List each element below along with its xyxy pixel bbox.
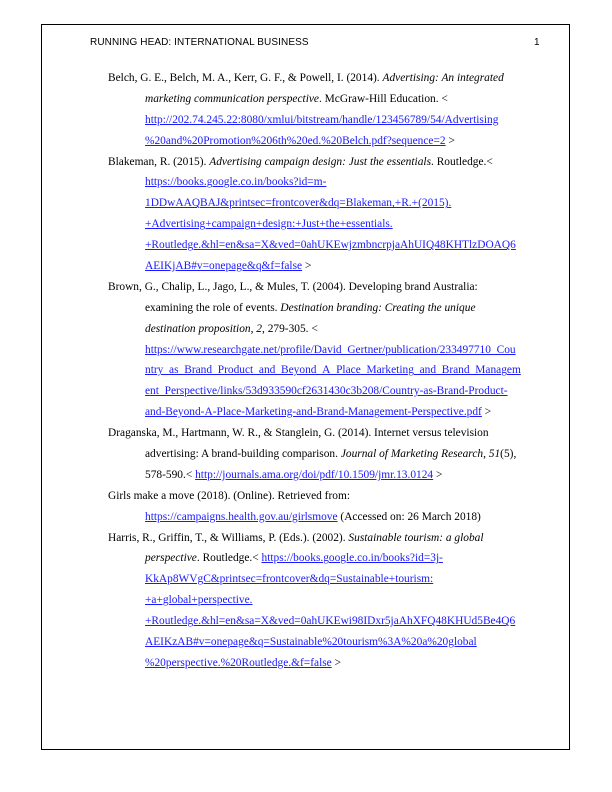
- reference-link[interactable]: https://books.google.co.in/books?id=m-: [145, 176, 327, 189]
- reference-link[interactable]: https://www.researchgate.net/profile/David_Gertner/publication/233497710_Cou: [145, 343, 516, 356]
- reference-link[interactable]: +Routledge.&hl=en&sa=X&ved=0ahUKEwi98IDxr5jaAhXFQ48KHUd5Be4Q6: [145, 615, 516, 628]
- reference-line: [108, 486, 538, 507]
- reference-italic-text: Advertising: An integrated: [382, 72, 504, 84]
- reference-line: [108, 465, 538, 486]
- reference-text: Harris, R., Griffin, T., & Williams, P. (Eds.). (2002).: [108, 531, 349, 544]
- reference-italic-text: destination proposition: [145, 322, 251, 335]
- reference-text: 578-590.<: [145, 468, 196, 481]
- reference-link[interactable]: +Advertising+campaign+design:+Just+the+essentials.: [145, 218, 393, 231]
- reference-text: , 279-305. <: [262, 322, 318, 335]
- reference-text: >: [433, 468, 443, 481]
- running-head: RUNNING HEAD: INTERNATIONAL BUSINESS: [90, 37, 309, 48]
- reference-entry: [108, 277, 538, 423]
- reference-link[interactable]: %20perspective.%20Routledge.&f=false: [145, 656, 332, 669]
- reference-text: Blakeman, R. (2015).: [108, 155, 210, 168]
- reference-line: [108, 402, 538, 423]
- reference-link[interactable]: KkAp8WVgC&printsec=frontcover&dq=Sustainable+tourism:: [145, 573, 434, 586]
- reference-line: [108, 277, 538, 298]
- reference-italic-text: Journal of Marketing Research: [340, 448, 484, 461]
- reference-entry: [108, 68, 538, 152]
- reference-text: ,: [483, 448, 489, 461]
- reference-line: [108, 360, 538, 381]
- reference-text: >: [445, 134, 455, 147]
- reference-link[interactable]: http://202.74.245.22:8080/xmlui/bitstream/handle/123456789/54/Advertising: [145, 113, 499, 126]
- reference-text: >: [331, 656, 341, 669]
- reference-line: [108, 569, 538, 590]
- reference-line: [108, 319, 538, 340]
- reference-italic-text: marketing communication perspective: [145, 92, 319, 105]
- reference-line: [108, 507, 538, 528]
- reference-italic-text: perspective: [145, 552, 197, 565]
- reference-line: [108, 131, 538, 152]
- reference-text: Girls make a move (2018). (Online). Retrieved from:: [108, 489, 350, 502]
- reference-link[interactable]: AEIKzAB#v=onepage&q=Sustainable%20tourism%3A%20a%20global: [145, 636, 477, 649]
- reference-line: [108, 298, 538, 319]
- reference-text: examining the role of events.: [145, 301, 281, 314]
- reference-line: [108, 611, 538, 632]
- reference-line: [108, 172, 538, 193]
- reference-line: [108, 381, 538, 402]
- reference-entry: [108, 423, 538, 486]
- reference-line: [108, 444, 538, 465]
- reference-italic-text: 2: [256, 322, 262, 335]
- reference-line: [108, 632, 538, 653]
- reference-line: [108, 653, 538, 674]
- reference-line: [108, 528, 538, 549]
- reference-italic-text: Sustainable tourism: a global: [348, 531, 484, 544]
- reference-line: [108, 548, 538, 569]
- reference-entry: [108, 486, 538, 528]
- reference-link[interactable]: http://journals.ama.org/doi/pdf/10.1509/jmr.13.0124: [195, 468, 434, 481]
- reference-text: Belch, G. E., Belch, M. A., Kerr, G. F., & Powell, I. (2014).: [108, 72, 383, 84]
- reference-link[interactable]: AEIKjAB#v=onepage&q&f=false: [145, 260, 303, 273]
- reference-line: [108, 214, 538, 235]
- reference-line: [108, 68, 538, 89]
- reference-list: [108, 68, 538, 674]
- reference-link[interactable]: %20and%20Promotion%206th%20ed.%20Belch.pdf?sequence=2: [145, 134, 446, 147]
- reference-text: . Routledge.<: [431, 155, 493, 168]
- reference-line: [108, 590, 538, 611]
- reference-text: . Routledge.<: [196, 552, 262, 565]
- reference-link[interactable]: https://campaigns.health.gov.au/girlsmove: [145, 510, 338, 523]
- reference-entry: [108, 152, 538, 277]
- reference-link[interactable]: and-Beyond-A-Place-Marketing-and-Brand-Management-Perspective.pdf: [145, 406, 482, 419]
- reference-text: (5),: [500, 448, 517, 461]
- reference-text: Brown, G., Chalip, L., Jago, L., & Mules, T. (2004). Developing brand Australia:: [108, 280, 478, 293]
- reference-link[interactable]: ent_Perspective/links/53d933590cf2631430c3b208/Country-as-Brand-Product-: [145, 385, 508, 398]
- reference-entry: [108, 528, 538, 674]
- reference-line: [108, 256, 538, 277]
- reference-line: [108, 193, 538, 214]
- reference-text: Draganska, M., Hartmann, W. R., & Stanglein, G. (2014). Internet versus television: [108, 427, 489, 440]
- reference-link[interactable]: https://books.google.co.in/books?id=3j-: [261, 552, 443, 565]
- reference-link[interactable]: +a+global+perspective.: [145, 594, 253, 607]
- reference-italic-text: Advertising campaign design: Just the essentials: [209, 155, 432, 168]
- reference-text: ,: [250, 322, 257, 335]
- reference-text: >: [302, 260, 312, 273]
- reference-text: (Accessed on: 26 March 2018): [337, 510, 481, 523]
- reference-text: . McGraw-Hill Education. <: [318, 92, 448, 105]
- reference-line: [108, 152, 538, 173]
- reference-link[interactable]: +Routledge.&hl=en&sa=X&ved=0ahUKEwjzmbncrpjaAhUIQ48KHTlzDOAQ6: [145, 239, 516, 252]
- reference-line: [108, 235, 538, 256]
- reference-line: [108, 110, 538, 131]
- reference-italic-text: Destination branding: Creating the unique: [280, 301, 476, 314]
- reference-line: [108, 340, 538, 361]
- page-number: 1: [534, 37, 540, 48]
- reference-line: [108, 423, 538, 444]
- reference-text: >: [481, 406, 492, 419]
- reference-line: [108, 89, 538, 110]
- reference-italic-text: 51: [488, 448, 501, 461]
- reference-link[interactable]: 1DDwAAQBAJ&printsec=frontcover&dq=Blakeman,+R.+(2015).: [145, 197, 452, 210]
- reference-link[interactable]: ntry_as_Brand_Product_and_Beyond_A_Place_Marketing_and_Brand_Managem: [145, 364, 521, 377]
- reference-text: advertising: A brand-building comparison.: [145, 448, 341, 461]
